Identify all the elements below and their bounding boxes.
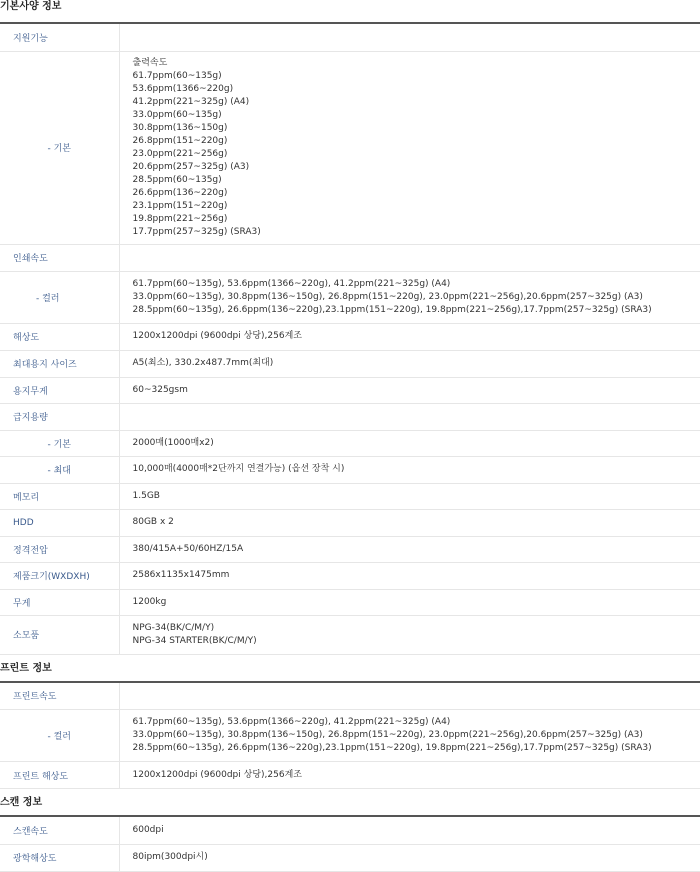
power-label: 정격전압 bbox=[0, 536, 119, 562]
line-item: 33.0ppm(60~135g), 30.8ppm(136~150g), 26.8ppm(151~220g), 23.0ppm(221~256g),20.6ppm(257~325g) (A3) bbox=[133, 729, 700, 742]
line-item: 26.8ppm(151~220g) bbox=[133, 135, 700, 148]
scan-speed-label: 스캔속도 bbox=[0, 817, 119, 844]
table-row bbox=[0, 509, 700, 536]
table-row bbox=[0, 24, 700, 51]
print-speed-value bbox=[119, 683, 700, 710]
print-table bbox=[0, 683, 700, 790]
paper-weight-value: 60~325gsm bbox=[119, 377, 700, 403]
print-section-title: 프린트 정보 bbox=[0, 655, 700, 683]
size-label: 제품크기(WXDXH) bbox=[0, 562, 119, 589]
line-item: 26.6ppm(136~220g) bbox=[133, 187, 700, 200]
print-speed-label: 프린트속도 bbox=[0, 683, 119, 710]
color-value bbox=[119, 271, 700, 323]
print-speed-value bbox=[119, 244, 700, 271]
feed-basic-label: - 기본 bbox=[0, 430, 119, 456]
consumable-lines bbox=[133, 622, 700, 648]
table-row bbox=[0, 844, 700, 871]
print-color-value bbox=[119, 710, 700, 762]
print-resolution-label: 프린트 해상도 bbox=[0, 762, 119, 789]
spec-section-title: 기본사양 정보 bbox=[0, 0, 700, 24]
scan-speed-value: 600dpi bbox=[119, 817, 700, 844]
size-value: 2586x1135x1475mm bbox=[119, 562, 700, 589]
table-row bbox=[0, 562, 700, 589]
hdd-value: 80GB x 2 bbox=[119, 509, 700, 536]
line-item: 출력속도 bbox=[133, 57, 700, 70]
feed-label: 급지용량 bbox=[0, 403, 119, 430]
table-row bbox=[0, 271, 700, 323]
scan-table bbox=[0, 817, 700, 872]
line-item: NPG-34(BK/C/M/Y) bbox=[133, 622, 700, 635]
table-row bbox=[0, 536, 700, 562]
weight-value: 1200kg bbox=[119, 589, 700, 615]
feed-max-value: 10,000매(4000매*2단까지 연결가능) (옵션 장착 시) bbox=[119, 456, 700, 483]
print-speed-label: 인쇄속도 bbox=[0, 244, 119, 271]
scan-optical-label: 광학해상도 bbox=[0, 844, 119, 871]
line-item: NPG-34 STARTER(BK/C/M/Y) bbox=[133, 635, 700, 648]
table-row bbox=[0, 589, 700, 615]
scan-section-title: 스캔 정보 bbox=[0, 789, 700, 817]
resolution-value: 1200x1200dpi (9600dpi 상당),256계조 bbox=[119, 323, 700, 350]
feed-max-label: - 최대 bbox=[0, 456, 119, 483]
table-row bbox=[0, 403, 700, 430]
resolution-label: 해상도 bbox=[0, 323, 119, 350]
line-item: 61.7ppm(60~135g), 53.6ppm(1366~220g), 41.2ppm(221~325g) (A4) bbox=[133, 278, 700, 291]
table-row bbox=[0, 456, 700, 483]
line-item: 19.8ppm(221~256g) bbox=[133, 213, 700, 226]
support-label: 지원기능 bbox=[0, 24, 119, 51]
table-row bbox=[0, 430, 700, 456]
weight-label: 무게 bbox=[0, 589, 119, 615]
memory-value: 1.5GB bbox=[119, 483, 700, 509]
table-row bbox=[0, 710, 700, 762]
feed-value bbox=[119, 403, 700, 430]
basic-label: - 기본 bbox=[0, 51, 119, 244]
line-item: 41.2ppm(221~325g) (A4) bbox=[133, 96, 700, 109]
basic-lines bbox=[133, 57, 700, 239]
line-item: 28.5ppm(60~135g), 26.6ppm(136~220g),23.1ppm(151~220g), 19.8ppm(221~256g),17.7ppm(257~325g) (SRA3) bbox=[133, 304, 700, 317]
table-row bbox=[0, 683, 700, 710]
memory-label: 메모리 bbox=[0, 483, 119, 509]
table-row bbox=[0, 350, 700, 377]
max-paper-value: A5(최소), 330.2x487.7mm(최대) bbox=[119, 350, 700, 377]
basic-value bbox=[119, 51, 700, 244]
table-row bbox=[0, 615, 700, 654]
scan-optical-value: 80ipm(300dpi시) bbox=[119, 844, 700, 871]
line-item: 23.0ppm(221~256g) bbox=[133, 148, 700, 161]
line-item: 28.5ppm(60~135g) bbox=[133, 174, 700, 187]
paper-weight-label: 용지무게 bbox=[0, 377, 119, 403]
table-row bbox=[0, 377, 700, 403]
color-lines bbox=[133, 278, 700, 317]
table-row bbox=[0, 51, 700, 244]
table-row bbox=[0, 323, 700, 350]
line-item: 61.7ppm(60~135g) bbox=[133, 70, 700, 83]
spec-table bbox=[0, 24, 700, 655]
line-item: 61.7ppm(60~135g), 53.6ppm(1366~220g), 41.2ppm(221~325g) (A4) bbox=[133, 716, 700, 729]
power-value: 380/415A+50/60HZ/15A bbox=[119, 536, 700, 562]
table-row bbox=[0, 817, 700, 844]
print-resolution-value: 1200x1200dpi (9600dpi 상당),256계조 bbox=[119, 762, 700, 789]
line-item: 53.6ppm(1366~220g) bbox=[133, 83, 700, 96]
line-item: 23.1ppm(151~220g) bbox=[133, 200, 700, 213]
line-item: 30.8ppm(136~150g) bbox=[133, 122, 700, 135]
line-item: 33.0ppm(60~135g), 30.8ppm(136~150g), 26.8ppm(151~220g), 23.0ppm(221~256g),20.6ppm(257~325g) (A3) bbox=[133, 291, 700, 304]
print-color-lines bbox=[133, 716, 700, 755]
hdd-label: HDD bbox=[0, 509, 119, 536]
print-color-label: - 컬러 bbox=[0, 710, 119, 762]
line-item: 28.5ppm(60~135g), 26.6ppm(136~220g),23.1ppm(151~220g), 19.8ppm(221~256g),17.7ppm(257~325g) (SRA3) bbox=[133, 742, 700, 755]
table-row bbox=[0, 483, 700, 509]
table-row bbox=[0, 762, 700, 789]
support-value bbox=[119, 24, 700, 51]
consumable-value bbox=[119, 615, 700, 654]
line-item: 33.0ppm(60~135g) bbox=[133, 109, 700, 122]
table-row bbox=[0, 244, 700, 271]
line-item: 17.7ppm(257~325g) (SRA3) bbox=[133, 226, 700, 239]
feed-basic-value: 2000매(1000매x2) bbox=[119, 430, 700, 456]
max-paper-label: 최대용지 사이즈 bbox=[0, 350, 119, 377]
color-label: - 컬러 bbox=[0, 271, 119, 323]
line-item: 20.6ppm(257~325g) (A3) bbox=[133, 161, 700, 174]
consumable-label: 소모품 bbox=[0, 615, 119, 654]
